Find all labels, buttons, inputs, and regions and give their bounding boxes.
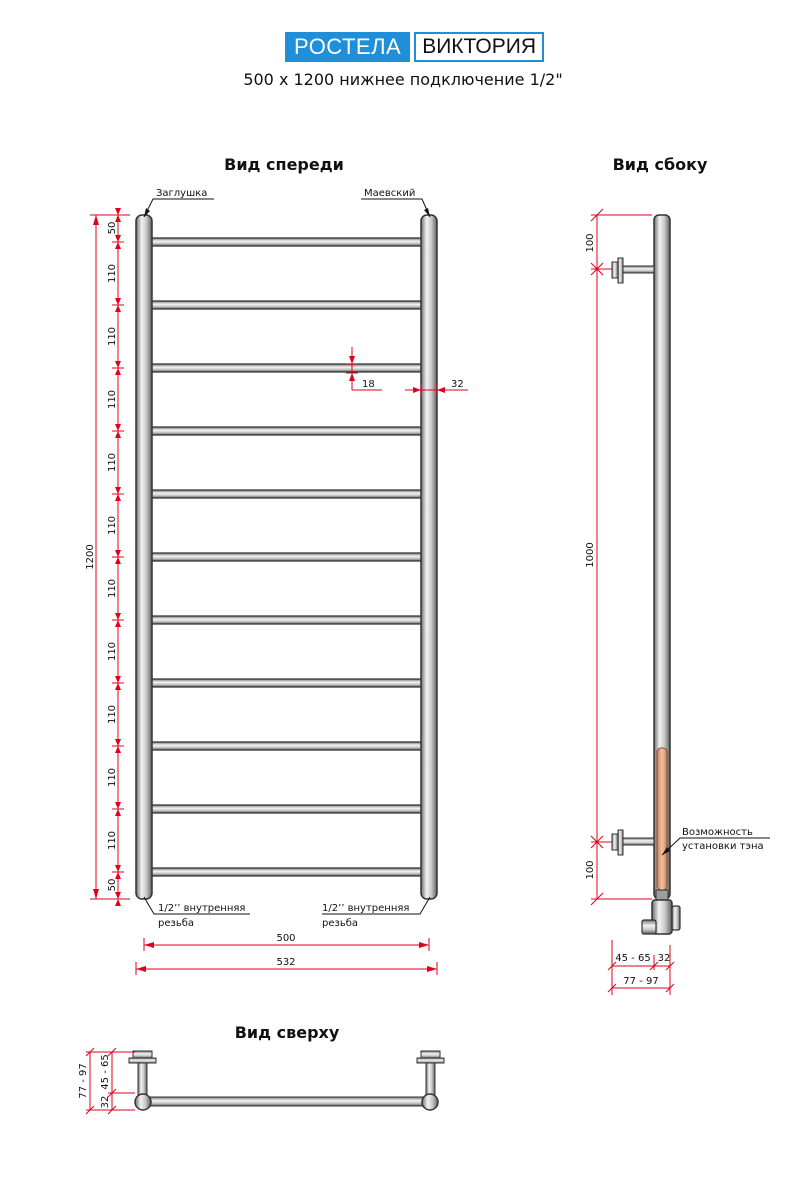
segment-arrow [115, 739, 121, 746]
segment-value: 110 [107, 578, 118, 599]
thread-right-label-2: резьба [322, 918, 359, 929]
rung [148, 238, 425, 246]
segment-arrow [115, 899, 121, 906]
segment-arrow [115, 872, 121, 879]
rung [148, 805, 425, 813]
segment-value: 110 [107, 389, 118, 410]
segment-arrow [115, 215, 121, 222]
rung [148, 490, 425, 498]
segment-arrow [115, 557, 121, 564]
side-vertical-dimensions [591, 209, 652, 905]
side-total-value: 77 - 97 [623, 976, 659, 987]
top-total-value: 77 - 97 [78, 1063, 89, 1099]
plug-callout [144, 188, 214, 217]
rung-diameter-value: 18 [362, 379, 375, 390]
segment-value: 110 [107, 515, 118, 536]
center-width-value: 500 [276, 933, 296, 944]
segment-dimension-chain [112, 208, 124, 906]
upper-wall-bracket [612, 258, 654, 283]
segment-arrow [115, 208, 121, 215]
top-view-title: Вид сверху [234, 1023, 340, 1042]
segment-value: 110 [107, 452, 118, 473]
segment-bottom-value: 50 [107, 878, 118, 892]
rung [148, 616, 425, 624]
heater-label-1: Возможность [682, 827, 753, 838]
bottom-fitting [642, 900, 680, 934]
rung [148, 868, 425, 876]
heater-element [656, 748, 668, 900]
brand-name: РОСТЕЛА [285, 32, 410, 62]
segment-arrow [115, 368, 121, 375]
rung [148, 427, 425, 435]
thread-left-label-2: резьба [158, 918, 195, 929]
top-offset-value: 45 - 65 [100, 1054, 111, 1090]
rung [148, 301, 425, 309]
mayevsky-label: Маевский [364, 188, 416, 199]
model-name: ВИКТОРИЯ [414, 32, 544, 62]
segment-value: 110 [107, 704, 118, 725]
segment-arrow [115, 298, 121, 305]
side-pipe-value: 32 [657, 953, 671, 964]
thread-left-label-1: 1/2’’ внутренняя [158, 903, 246, 914]
segment-arrow [115, 746, 121, 753]
segment-arrow [115, 683, 121, 690]
segment-arrow [115, 676, 121, 683]
side-view-title: Вид сбоку [612, 155, 708, 174]
side-middle-value: 1000 [585, 542, 596, 568]
segment-arrow [115, 550, 121, 557]
segment-arrow [115, 613, 121, 620]
product-subtitle: 500 x 1200 нижнее подключение 1/2" [243, 70, 563, 89]
segment-arrow [115, 620, 121, 627]
segment-value: 110 [107, 326, 118, 347]
plug-label: Заглушка [156, 188, 208, 199]
total-width-value: 532 [276, 957, 296, 968]
lower-wall-bracket [612, 830, 654, 855]
right-riser-pipe [421, 215, 437, 899]
segment-arrow [115, 305, 121, 312]
segment-arrow [115, 494, 121, 501]
segment-arrow [115, 361, 121, 368]
top-pipe-value: 32 [100, 1095, 111, 1109]
segment-arrow [115, 809, 121, 816]
front-view-title: Вид спереди [224, 155, 344, 174]
segment-arrow [115, 865, 121, 872]
side-bottom-value: 100 [585, 860, 596, 880]
segment-arrow [115, 892, 121, 899]
rung [148, 742, 425, 750]
left-riser-pipe [136, 215, 152, 899]
rung [148, 364, 425, 372]
mayevsky-callout [361, 188, 430, 217]
side-top-value: 100 [585, 233, 596, 253]
thread-right-label-1: 1/2’’ внутренняя [322, 903, 410, 914]
top-view-rail [129, 1051, 444, 1110]
segment-arrow [115, 802, 121, 809]
pipe-diameter-value: 32 [451, 379, 464, 390]
segment-top-value: 50 [107, 221, 118, 235]
thread-left-callout [144, 897, 250, 929]
segment-arrow [115, 487, 121, 494]
heater-label-2: установки тэна [682, 841, 764, 852]
side-offset-value: 45 - 65 [615, 953, 651, 964]
rung [148, 679, 425, 687]
total-height-value: 1200 [85, 544, 96, 570]
segment-arrow [115, 242, 121, 249]
segment-value: 110 [107, 767, 118, 788]
segment-value: 110 [107, 641, 118, 662]
segment-arrow [115, 424, 121, 431]
thread-right-callout [322, 897, 430, 929]
segment-arrow [115, 235, 121, 242]
segment-value: 110 [107, 263, 118, 284]
segment-value: 110 [107, 830, 118, 851]
rung [148, 553, 425, 561]
segment-arrow [115, 431, 121, 438]
front-rungs [148, 238, 425, 876]
heater-callout [662, 827, 770, 855]
